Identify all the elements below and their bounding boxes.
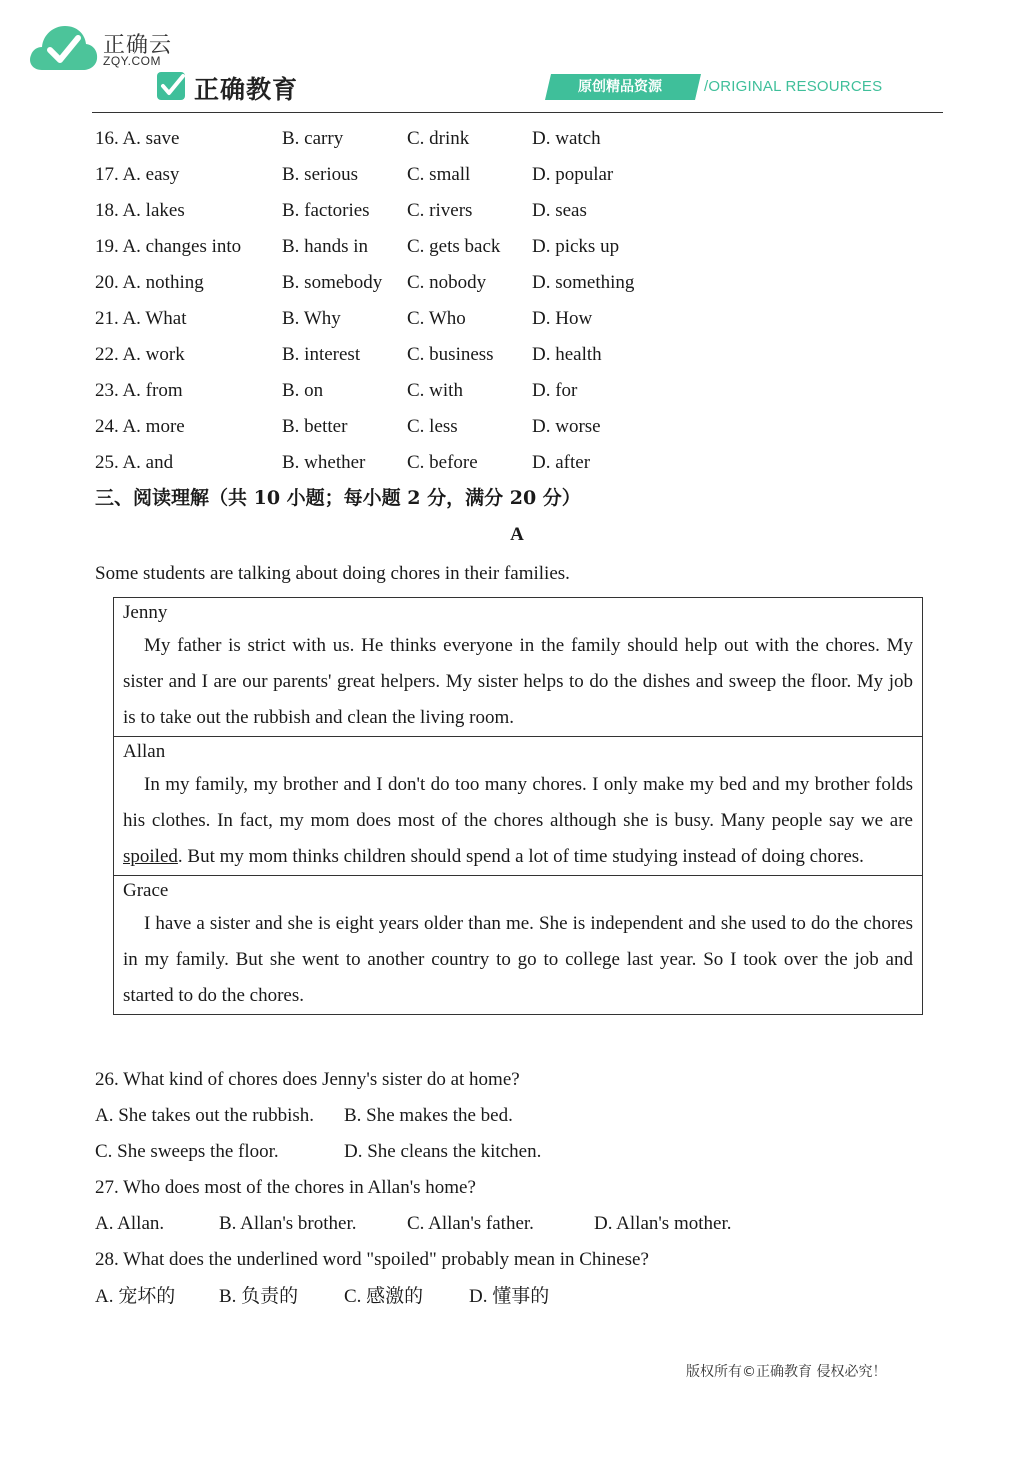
banner-en-label: /ORIGINAL RESOURCES bbox=[704, 78, 883, 95]
passage-label: A bbox=[510, 524, 524, 545]
option-d: D. How bbox=[532, 308, 593, 329]
question-28-options bbox=[95, 1282, 935, 1312]
option-b: B. serious bbox=[282, 164, 358, 185]
question-26-options-row2 bbox=[95, 1137, 935, 1167]
edu-brand-name: 正确教育 bbox=[194, 75, 299, 104]
question-27-stem: 27. Who does most of the chores in Allan's home? bbox=[95, 1177, 476, 1198]
speaker-name: Allan bbox=[123, 741, 166, 762]
option-b: B. better bbox=[282, 416, 348, 437]
passage-intro: Some students are talking about doing chores in their families. bbox=[95, 563, 570, 584]
cloud-check-logo-icon bbox=[28, 22, 98, 72]
option-c: C. small bbox=[407, 164, 471, 185]
speaker-text: My father is strict with us. He thinks everyone in the family should help out with the chores. My sister and I are our parents' great helpers. My sister helps to do the dishes and sweep the floor. My job is to take out the rubbish and clean the living room. bbox=[123, 635, 913, 728]
speaker-text bbox=[123, 767, 913, 875]
option-c: C. Who bbox=[407, 308, 466, 329]
option-a: 21. A. What bbox=[95, 308, 187, 329]
banner-cn-label: 原创精品资源 bbox=[578, 79, 662, 95]
option-a: 22. A. work bbox=[95, 344, 185, 365]
question-28-stem: 28. What does the underlined word "spoiled" probably mean in Chinese? bbox=[95, 1249, 649, 1270]
option-c: C. 感激的 bbox=[344, 1286, 424, 1307]
text-after: . But my mom thinks children should spend a lot of time studying instead of doing chores. bbox=[177, 846, 864, 867]
header-divider bbox=[92, 112, 943, 113]
option-d: D. seas bbox=[532, 200, 587, 221]
option-c: C. Allan's father. bbox=[407, 1213, 534, 1234]
option-a: A. She takes out the rubbish. bbox=[95, 1105, 315, 1126]
passage-entry-jenny bbox=[114, 598, 922, 737]
option-a: 19. A. changes into bbox=[95, 236, 242, 257]
option-a: 17. A. easy bbox=[95, 164, 180, 185]
option-b: B. She makes the bed. bbox=[344, 1105, 513, 1126]
option-b: B. somebody bbox=[282, 272, 383, 293]
option-d: D. worse bbox=[532, 416, 601, 437]
question-26-options-row1 bbox=[95, 1101, 935, 1131]
option-c: C. before bbox=[407, 452, 478, 473]
underlined-word: spoiled bbox=[123, 846, 178, 867]
option-a: 18. A. lakes bbox=[95, 200, 185, 221]
option-b: B. carry bbox=[282, 128, 344, 149]
option-a: 23. A. from bbox=[95, 380, 183, 401]
option-b: B. factories bbox=[282, 200, 370, 221]
question-26-stem: 26. What kind of chores does Jenny's sister do at home? bbox=[95, 1069, 520, 1090]
option-c: C. drink bbox=[407, 128, 470, 149]
speaker-name: Jenny bbox=[123, 602, 168, 623]
option-c: C. with bbox=[407, 380, 463, 401]
option-d: D. for bbox=[532, 380, 578, 401]
option-c: C. She sweeps the floor. bbox=[95, 1141, 279, 1162]
option-b: B. Why bbox=[282, 308, 341, 329]
option-a: A. Allan. bbox=[95, 1213, 165, 1234]
option-b: B. 负责的 bbox=[219, 1286, 299, 1307]
option-a: 16. A. save bbox=[95, 128, 180, 149]
option-d: D. 懂事的 bbox=[469, 1286, 550, 1307]
copyright-footer: 版权所有©正确教育 侵权必究！ bbox=[686, 1364, 887, 1380]
passage-entry-grace bbox=[114, 876, 922, 1014]
page-header bbox=[0, 0, 1034, 115]
option-a: 25. A. and bbox=[95, 452, 174, 473]
option-d: D. popular bbox=[532, 164, 614, 185]
passage-box bbox=[113, 597, 923, 1015]
option-c: C. less bbox=[407, 416, 458, 437]
option-a: 20. A. nothing bbox=[95, 272, 204, 293]
section-title: 三、阅读理解（共 10 小题；每小题 2 分，满分 20 分） bbox=[95, 487, 581, 509]
option-b: B. whether bbox=[282, 452, 366, 473]
brand-name: 正确云 bbox=[103, 33, 173, 58]
option-b: B. hands in bbox=[282, 236, 369, 257]
option-a: 24. A. more bbox=[95, 416, 185, 437]
option-c: C. rivers bbox=[407, 200, 473, 221]
option-d: D. health bbox=[532, 344, 602, 365]
option-d: D. picks up bbox=[532, 236, 620, 257]
speaker-name: Grace bbox=[123, 880, 169, 901]
option-d: D. Allan's mother. bbox=[594, 1213, 732, 1234]
question-27-options bbox=[95, 1209, 935, 1239]
option-d: D. watch bbox=[532, 128, 601, 149]
option-c: C. gets back bbox=[407, 236, 501, 257]
option-b: B. Allan's brother. bbox=[219, 1213, 357, 1234]
speaker-text: I have a sister and she is eight years older than me. She is independent and she used to do the chores in my family. But she went to another country to go to college last year. So I took over the job and started to do the chores. bbox=[123, 913, 913, 1006]
text-before: In my family, my brother and I don't do too many chores. I only make my bed and my brother folds his clothes. In fact, my mom does most of the chores although she is busy. Many people say we are bbox=[123, 774, 913, 831]
option-d: D. after bbox=[532, 452, 591, 473]
option-c: C. business bbox=[407, 344, 494, 365]
option-d: D. She cleans the kitchen. bbox=[344, 1141, 542, 1162]
option-c: C. nobody bbox=[407, 272, 487, 293]
option-d: D. something bbox=[532, 272, 635, 293]
check-badge-logo-icon bbox=[156, 70, 188, 102]
option-b: B. on bbox=[282, 380, 324, 401]
brand-url: ZQY.COM bbox=[103, 54, 161, 68]
option-a: A. 宠坏的 bbox=[95, 1286, 176, 1307]
passage-entry-allan bbox=[114, 737, 922, 876]
option-b: B. interest bbox=[282, 344, 361, 365]
